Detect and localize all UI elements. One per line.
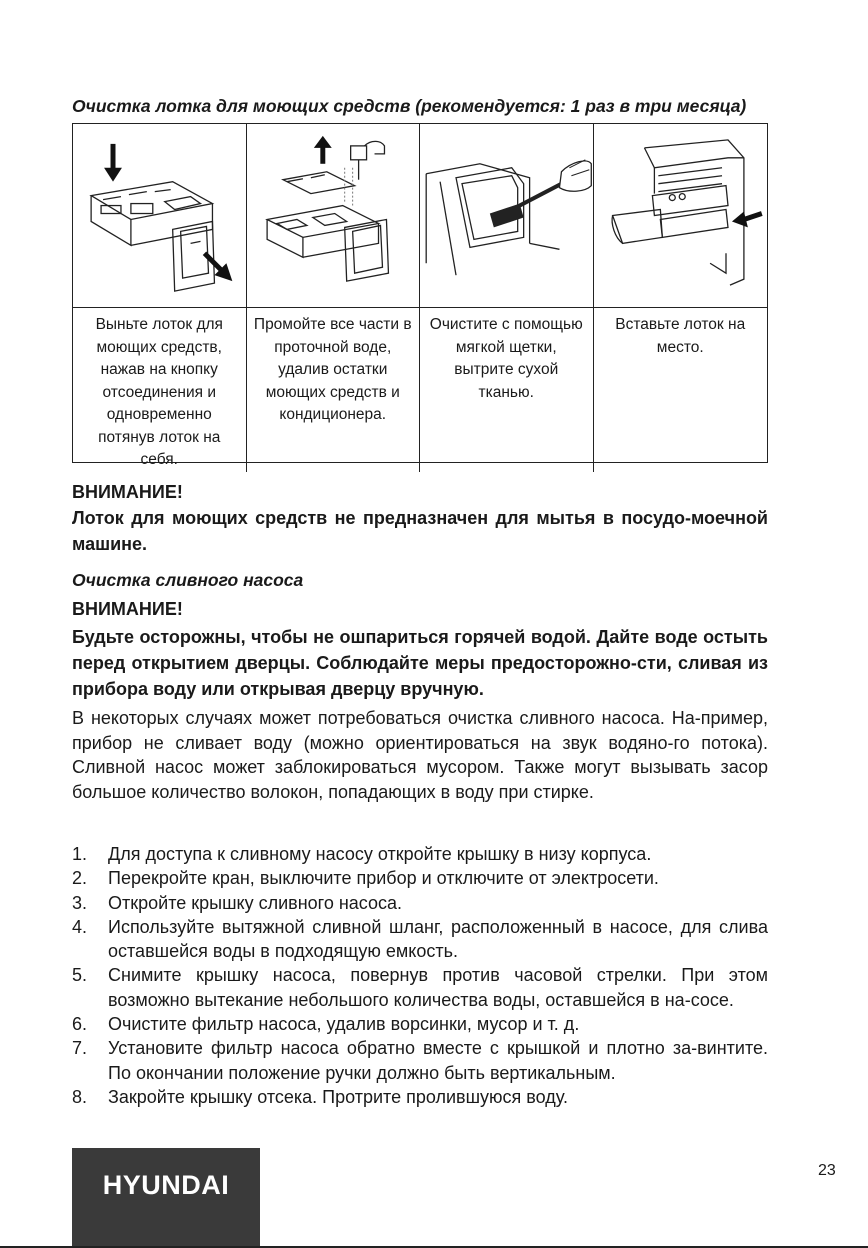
procedure-list xyxy=(72,842,768,1109)
list-item xyxy=(72,866,768,890)
list-item xyxy=(72,1036,768,1085)
list-item xyxy=(72,842,768,866)
step-caption: Вставьте лоток на место. xyxy=(615,316,746,356)
list-item xyxy=(72,915,768,964)
step-caption: Очистите с помощью мягкой щетки, вытрите сухой тканью. xyxy=(429,316,583,401)
step-number: 2. xyxy=(72,868,88,889)
drawer-insert-illustration xyxy=(594,124,768,308)
cleaning-steps-table xyxy=(72,123,768,468)
step-number: 3. xyxy=(72,892,88,913)
drawer-insert-drawing xyxy=(594,124,768,307)
step-caption-cell xyxy=(594,308,768,472)
step-text: Перекройте кран, выключите прибор и отключите от электросети. xyxy=(108,868,659,889)
list-item xyxy=(72,963,768,1012)
warning-heading: ВНИМАНИЕ! xyxy=(72,482,183,502)
step-number: 1. xyxy=(72,844,88,864)
step-text: Закройте крышку отсека. Протрите пролившуюся воду. xyxy=(108,1086,568,1107)
drawer-removal-drawing xyxy=(73,124,246,307)
step-caption-cell xyxy=(247,308,421,472)
drawer-removal-illustration xyxy=(73,124,247,308)
detergent-drawer-cleaning-title: Очистка лотка для моющих средств (рекомендуется: 1 раз в три месяца) xyxy=(72,96,747,116)
brush-cleaning-drawing xyxy=(420,124,593,307)
list-item xyxy=(72,891,768,915)
drawer-rinse-illustration xyxy=(247,124,421,308)
step-number: 8. xyxy=(72,1086,88,1107)
step-number: 4. xyxy=(72,916,88,937)
brush-cleaning-illustration xyxy=(420,124,594,308)
step-text: Используйте вытяжной сливной шланг, расположенный в насосе, для слива оставшейся воды в подходящую емкость. xyxy=(108,916,768,962)
warning-text: Будьте осторожны, чтобы не ошпариться горячей водой. Дайте воде остыть перед открытием дверцы. Соблюдайте меры предосторожно-сти, сливая из прибора воду или открывая дверцу вручную. xyxy=(72,627,768,699)
step-caption-cell xyxy=(73,308,247,472)
warning-heading: ВНИМАНИЕ! xyxy=(72,599,183,619)
page-number: 23 xyxy=(818,1162,836,1179)
step-caption: Промойте все части в проточной воде, удалив остатки моющих средств и кондиционера. xyxy=(253,316,412,423)
step-caption-cell xyxy=(420,308,594,472)
step-text: Установите фильтр насоса обратно вместе с крышкой и плотно за-винтите. По окончании положение ручки должно быть вертикальным. xyxy=(108,1038,768,1083)
intro-paragraph: В некоторых случаях может потребоваться очистка сливного насоса. На-пример, прибор не сливает воду (можно ориентироваться на звук водяно-го потока). Сливной насос может заблокироваться мусором. Также могут вызывать засор большое количество волокон, попадающих в воду при стирке. xyxy=(72,708,768,802)
brand-logo xyxy=(72,1148,260,1248)
step-number: 6. xyxy=(72,1014,88,1035)
step-number: 7. xyxy=(72,1038,88,1059)
drain-pump-cleaning-title: Очистка сливного насоса xyxy=(72,570,304,590)
brand-logo-text: HYUNDAI xyxy=(102,1170,230,1200)
step-text: Для доступа к сливному насосу откройте крышку в низу корпуса. xyxy=(108,844,652,864)
step-caption: Выньте лоток для моющих средств, нажав на кнопку отсоединения и одновременно потянув лоток на себя. xyxy=(95,316,223,468)
step-text: Откройте крышку сливного насоса. xyxy=(108,892,403,913)
list-item xyxy=(72,1012,768,1036)
step-text: Очистите фильтр насоса, удалив ворсинки, мусор и т. д. xyxy=(108,1014,580,1035)
step-text: Снимите крышку насоса, повернув против часовой стрелки. При этом возможно вытекание небольшого количества воды, оставшейся в на-сосе. xyxy=(108,965,768,1010)
drawer-rinse-drawing xyxy=(247,124,420,307)
list-item xyxy=(72,1085,768,1109)
warning-text: Лоток для моющих средств не предназначен для мытья в посудо-моечной машине. xyxy=(72,508,768,554)
step-number: 5. xyxy=(72,965,88,986)
